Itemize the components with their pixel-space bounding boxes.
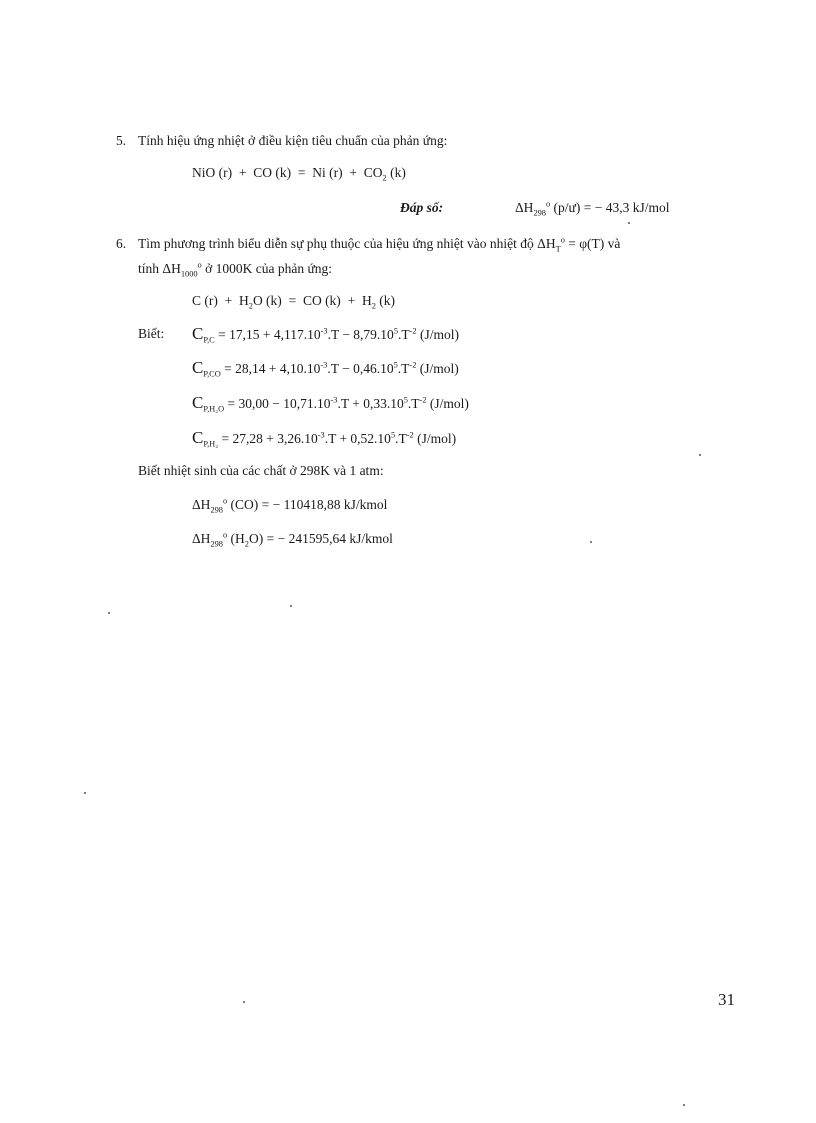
cp-h2o: $C_{P,H_2O} = 30,00 - 10,71.10^{-3}.T + 0,33.10^5.T^{-2}$ (J/mol) (192, 393, 469, 414)
scan-speck (683, 1104, 685, 1106)
scan-speck (84, 792, 86, 794)
problem-5-text: Tính hiệu ứng nhiệt ở điều kiện tiêu chuẩn của phản ứng: (138, 133, 448, 148)
cp-h2: $C_{P,H_2} = 27,28 + 3,26.10^{-3}.T + 0,52.10^5.T^{-2}$ (J/mol) (192, 428, 457, 449)
problem-5-number: 5. (116, 133, 127, 148)
scan-speck (108, 612, 110, 614)
problem-6-number: 6. (116, 236, 127, 251)
formation-heat-text: Biết nhiệt sinh của các chất ở 298K và 1 atm: (138, 463, 384, 478)
scan-speck (243, 1001, 245, 1003)
page-number: 31 (718, 990, 735, 1009)
formation-co: $\Delta H_{298}^o$ (CO) = − 110418,88 kJ/kmol (192, 496, 388, 515)
problem-5-answer: $\Delta H_{298}^o$ (p/ư) = − 43,3 kJ/mol (515, 199, 670, 218)
problem-6-text-line1: Tìm phương trình biểu diễn sự phụ thuộc của hiệu ứng nhiệt vào nhiệt độ $\Delta H_T^o = \varphi(T)$ và (138, 235, 621, 254)
problem-6-reaction: C $(r) + H_2O$ (k) = CO $(k) + H_2$ (k) (192, 293, 395, 311)
scan-speck (628, 222, 630, 224)
scan-speck (699, 454, 701, 456)
problem-5-reaction: NiO (r) + CO (k) = Ni $(r) + CO_2$ (k) (192, 165, 406, 183)
given-label: Biết: (138, 326, 165, 341)
cp-carbon: $C_{P,C} = 17,15 + 4,117.10^{-3}.T - 8,79.10^5.T^{-2}$ (J/mol) (192, 324, 459, 345)
problem-6-text-line2: tính $\Delta H_{1000}^o$ ở 1000K của phản ứng: (138, 260, 333, 279)
formation-h2o: $\Delta H_{298}^o$ $(H_2O)$ = − 241595,64 kJ/kmol (192, 530, 393, 549)
scan-speck (590, 541, 592, 543)
answer-label: Đáp số: (400, 200, 444, 215)
scan-speck (290, 605, 292, 607)
cp-co: $C_{P,CO} = 28,14 + 4,10.10^{-3}.T - 0,46.10^5.T^{-2}$ (J/mol) (192, 358, 459, 379)
